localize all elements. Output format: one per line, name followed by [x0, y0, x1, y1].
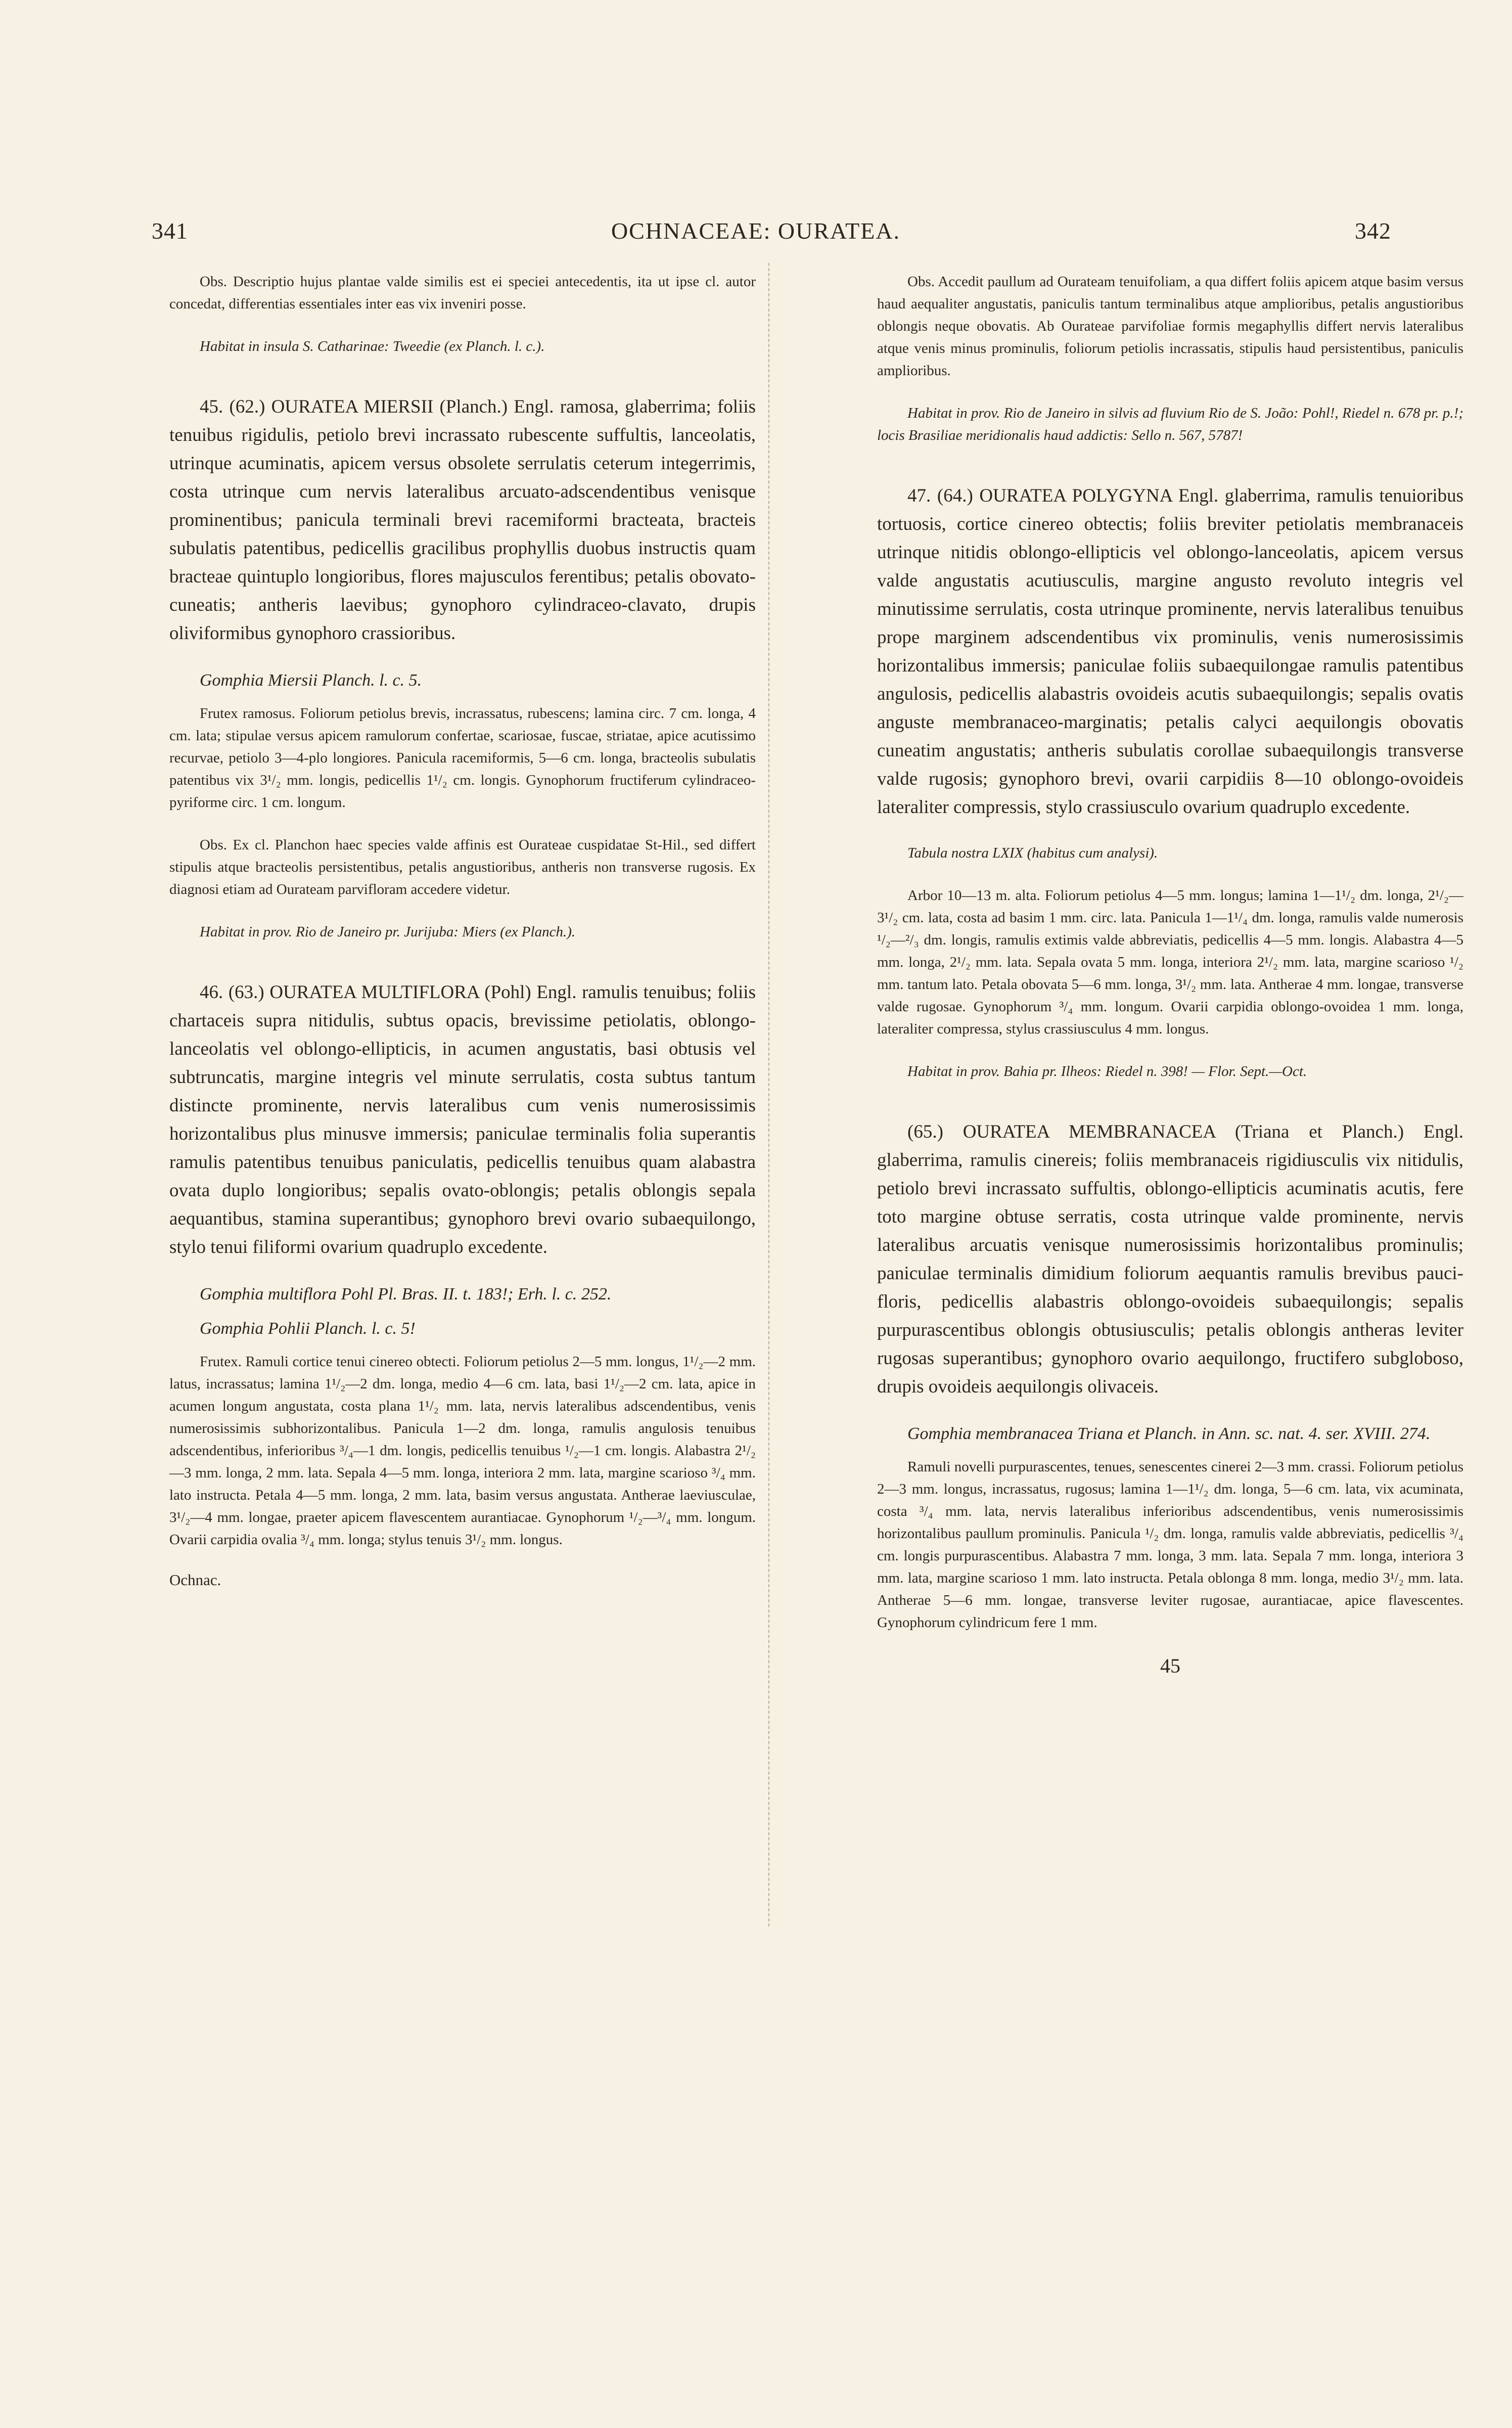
- species-46-heading: 46. (63.) OURATEA MULTIFLORA (Pohl) Engl.: [200, 982, 577, 1003]
- species-46-synonym-1: Gomphia multiflora Pohl Pl. Bras. II. t. 183!; Erh. l. c. 252.: [200, 1285, 612, 1303]
- species-47-description: Arbor 10—13 m. alta. Foliorum petiolus 4—5 mm. longus; lamina 1—1¹/₂ dm. longa, 2¹/₂—3¹/₂ cm. lata, costa ad basim 1 mm. circ. lata. Panicula 1—1¹/₄ dm. longa, ramulis valde numerosis ¹/₂—²/₃ dm. longis, ramulis extimis valde abbreviatis, pedicellis 4—5 mm. longis. Alabastra 4—5 mm. longa, 2¹/₂ mm. lata. Sepala ovata 5 mm. longa, interiora 2¹/₂ mm. lata, margine scarioso ¹/₂ mm. tantum lato. Petala obovata 5—6 mm. longa, 3¹/₂ mm. lata. Antherae 4 mm. longae, transverse valde rugosae. Gynophorum ³/₄ mm. longum. Ovarii carpidia oblongo-ovoidea 1 mm. longa, lateraliter compressa, stylus crassiusculus 4 mm. longus.: [877, 887, 1463, 1037]
- right-column: [877, 271, 1463, 1678]
- species-45-obs: Obs. Ex cl. Planchon haec species valde affinis est Ourateae cuspidatae St-Hil., sed differt stipulis atque bracteolis persistentibus, petalis angustioribus, antheris non transverse rugosis. Ex diagnosi etiam ad Ourateam parvifloram accedere videtur.: [169, 837, 756, 897]
- species-65-synonym: Gomphia membranacea Triana et Planch. in Ann. sc. nat. 4. ser. XVIII. 274.: [907, 1424, 1431, 1443]
- printer-signature: 45: [1160, 1654, 1180, 1677]
- habitat-right: Habitat in prov. Rio de Janeiro in silvis ad fluvium Rio de S. João: Pohl!, Riedel n. 678 pr. p.!; locis Brasiliae meridionalis haud addictis: Sello n. 567, 5787!: [877, 405, 1463, 443]
- species-45-synonym: Gomphia Miersii Planch. l. c. 5.: [200, 671, 422, 690]
- species-47-plate: Tabula nostra LXIX (habitus cum analysi).: [907, 845, 1158, 861]
- obs-paragraph-right: Obs. Accedit paullum ad Ourateam tenuifoliam, a qua differt foliis apicem atque basim versus haud aequaliter angustatis, paniculis tantum terminalibus atque amplioribus, petalis angustioribus oblongis neque obovatis. Ab Ourateae parvifoliae formis megaphyllis differt nervis lateralibus atque venis minus prominulis, foliorum petiolis incrassatis, stipulis haud persistentibus, paniculis amplioribus.: [877, 274, 1463, 379]
- species-46-diagnosis: [169, 978, 756, 1262]
- species-45-habitat: Habitat in prov. Rio de Janeiro pr. Jurijuba: Miers (ex Planch.).: [200, 924, 576, 940]
- species-45-diagnosis: [169, 393, 756, 648]
- habitat-line: Habitat in insula S. Catharinae: Tweedie (ex Planch. l. c.).: [200, 338, 545, 354]
- species-65-heading: (65.) OURATEA MEMBRANACEA (Triana et Planch.) Engl.: [907, 1121, 1463, 1142]
- species-65-diagnosis: [877, 1118, 1463, 1401]
- footer-signature-left: Ochnac.: [169, 1571, 221, 1589]
- obs-paragraph: Obs. Descriptio hujus plantae valde similis est ei speciei antecedentis, ita ut ipse cl. autor concedat, differentias essentiales inter eas vix inveniri posse.: [169, 274, 756, 312]
- species-45-heading: 45. (62.) OURATEA MIERSII (Planch.) Engl.: [200, 396, 554, 417]
- species-47-text: glaberrima, ramulis tenuioribus tortuosis, cortice cinereo obtectis; foliis breviter petiolatis membranaceis utrinque nitidis oblongo-ellipticis vel oblongo-lanceolatis, apicem versus valde angustatis acutiusculis, margine angusto revoluto integris vel minutissime serrulatis, costa utrinque prominente, nervis lateralibus tenuibus prope marginem adscendentibus vix prominulis, venis numerosissimis horizontalibus immersis; paniculae foliis subaequilongae ramulis patentibus angulosis, pedicellis alabastris ovoideis acutis subaequilongis; sepalis ovatis anguste membranaceo-marginatis; petalis calyci aequilongis obovatis cuneatim angustatis; antheris subulatis corollae subaequilongis transverse valde rugosis; gynophoro brevi, ovarii carpidiis 8—10 oblongo-ovoideis lateraliter compressis, stylo crassiusculo ovarium quadruplo excedente.: [877, 485, 1463, 818]
- species-65-text: glaberrima, ramulis cinereis; foliis membranaceis rigidiusculis vix nitidulis, petiolo brevi incrassato suffultis, oblongo-ellipticis acuminatis acutis, fere toto margine obtuse serratis, costa utrinque valde prominente, nervis lateralibus arcuatis venisque numerosissimis horizontalibus prominulis; paniculae terminalis dimidium foliorum aequantis ramulis brevibus pauci-floris, pedicellis alabastris oblongo-ovoideis subaequilongis; sepalis purpurascentibus oblongis obtusiusculis; petalis oblongis antheras leviter rugosas superantibus; gynophoro ovario aequilongo, fructifero subgloboso, drupis ovoideis aequilongis olivaceis.: [877, 1150, 1463, 1397]
- species-47-diagnosis: [877, 482, 1463, 822]
- species-47-habitat: Habitat in prov. Bahia pr. Ilheos: Riedel n. 398! — Flor. Sept.—Oct.: [907, 1063, 1307, 1080]
- page-number-right: 342: [1355, 218, 1391, 244]
- species-47-heading: 47. (64.) OURATEA POLYGYNA Engl.: [907, 485, 1219, 506]
- species-46-text: ramulis tenuibus; foliis chartaceis supra nitidulis, subtus opacis, brevissime petiolatis, oblongo-lanceolatis vel oblongo-ellipticis, in acumen angustatis, basi obtusis vel subtruncatis, margine integris vel minute serrulatis, costa subtus tantum distincte prominente, nervis lateralibus cum venis numerosissimis horizontalibus plus minusve immersis; paniculae terminalis folia superantis ramulis patentibus tenuibus paniculatis, pedicellis tenuibus quam alabastra ovata duplo longioribus; sepalis ovato-oblongis; petalis oblongis sepala aequantibus, stamina superantibus; gynophoro brevi ovario subaequilongo, stylo tenui filiformi ovarium quadruplo excedente.: [169, 982, 756, 1257]
- page-number-left: 341: [152, 218, 188, 244]
- species-65-description: Ramuli novelli purpurascentes, tenues, senescentes cinerei 2—3 mm. crassi. Foliorum petiolus 2—3 mm. longus, incrassatus, rugosus; lamina 1—1¹/₂ dm. longa, 5—6 cm. lata, vix acuminata, costa ³/₄ mm. lata, nervis lateralibus inferioribus adscendentibus, venis numerosissimis horizontalibus paullum prominulis. Panicula ¹/₂ dm. longa, ramulis valde abbreviatis, pedicellis ³/₄ cm. longis purpurascentibus. Alabastra 7 mm. longa, 3 mm. lata. Sepala 7 mm. longa, interiora 3 mm. lata, margine scarioso 1 mm. lato instructa. Petala oblonga 8 mm. longa, medio 3¹/₂ mm. lata. Antherae 5—6 mm. longae, transverse leviter rugosae, aurantiacae, apice flavescentes. Gynophorum cylindricum fere 1 mm.: [877, 1459, 1463, 1631]
- column-divider: [768, 263, 769, 1926]
- species-46-description: Frutex. Ramuli cortice tenui cinereo obtecti. Foliorum petiolus 2—5 mm. longus, 1¹/₂—2 mm. latus, incrassatus; lamina 1¹/₂—2 dm. longa, medio 4—6 cm. lata, basi 1¹/₂—2 cm. lata, apice in acumen longum angustata, costa plana 1¹/₂ mm. lata, nervis lateralibus adscendentibus, venis numerosissimis subhorizontalibus. Panicula 1—2 dm. longa, ramulis angulosis tenuibus adscendentibus, inferioribus ³/₄—1 dm. longis, pedicellis tenuibus ¹/₂—1 cm. longis. Alabastra 2¹/₂—3 mm. longa, 2 mm. lata. Sepala 4—5 mm. longa, interiora 2 mm. lata, margine scarioso ³/₄ mm. lato instructa. Petala 4—5 mm. longa, 2 mm. lata, basim versus angustata. Antherae laeviusculae, 3¹/₂—4 mm. longae, praeter apicem flavescentem aurantiacae. Gynophorum ¹/₂—³/₄ mm. longum. Ovarii carpidia ovalia ³/₄ mm. longa; stylus tenuis 3¹/₂ mm. longus.: [169, 1354, 756, 1548]
- species-46-synonym-2: Gomphia Pohlii Planch. l. c. 5!: [200, 1319, 416, 1338]
- running-title: OCHNACEAE: OURATEA.: [611, 218, 901, 244]
- species-45-description: Frutex ramosus. Foliorum petiolus brevis, incrassatus, rubescens; lamina circ. 7 cm. longa, 4 cm. lata; stipulae versus apicem ramulorum confertae, scariosae, fuscae, striatae, apice acutissimo recurvae, petiolo 3—4-plo longiores. Panicula racemiformis, 5—6 cm. longa, bracteolis subulatis patentibus vix 3¹/₂ mm. longis, pedicellis 1¹/₂ cm. longis. Gynophorum fructiferum cylindraceo-pyriforme circ. 1 cm. longum.: [169, 705, 756, 811]
- species-45-text: ramosa, glaberrima; foliis tenuibus rigidulis, petiolo brevi incrassato rubescente suffultis, lanceolatis, utrinque acuminatis, apicem versus obsolete serrulatis ceterum integerrimis, costa utrinque cum nervis lateralibus arcuato-adscendentibus venisque prominentibus; panicula terminali brevi racemiformi bracteata, bracteis subulatis patentibus, pedicellis gracilibus prophyllis duobus instructis quam bracteae quintuplo longioribus, flores majusculos ferentibus; petalis obovato-cuneatis; antheris laevibus; gynophoro cylindraceo-clavato, drupis oliviformibus gynophoro crassioribus.: [169, 396, 756, 644]
- left-column: [169, 271, 756, 1589]
